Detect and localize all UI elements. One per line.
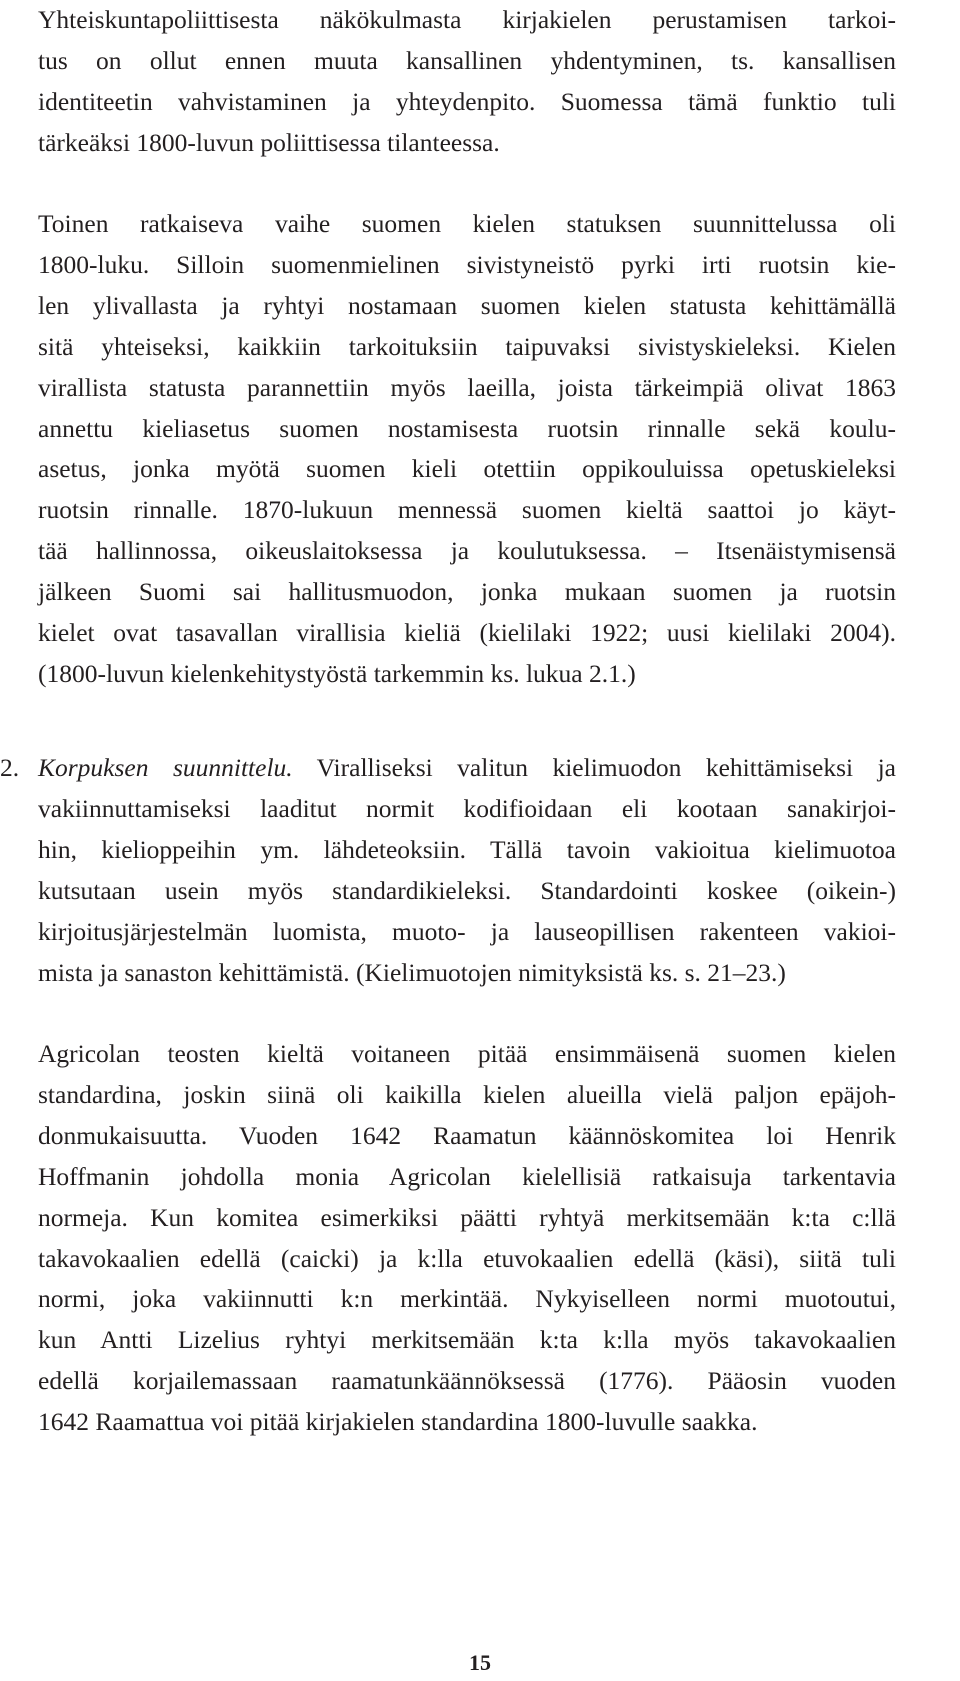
text-line: 1642 Raamattua voi pitää kirjakielen standardina 1800-luvulle saakka.	[38, 1407, 758, 1437]
page-number: 15	[469, 1650, 491, 1675]
text-line: edellä korjailemassaan raamatunkäännöksessä (1776). Pääosin vuoden	[38, 1366, 896, 1396]
text-line: takavokaalien edellä (caicki) ja k:lla etuvokaalien edellä (käsi), siitä tuli	[38, 1243, 896, 1273]
text-line: tärkeäksi 1800-luvun poliittisessa tilanteessa.	[38, 127, 500, 157]
text-line: mista ja sanaston kehittämistä. (Kielimuotojen nimityksistä ks. s. 21–23.)	[38, 957, 786, 987]
text-line: sitä yhteiseksi, kaikkiin tarkoituksiin taipuvaksi sivistyskieleksi. Kielen	[38, 331, 896, 361]
text-line: hin, kielioppeihin ym. lähdeteoksiin. Tällä tavoin vakioitua kielimuotoa	[38, 834, 896, 864]
text-run: Viralliseksi valitun kielimuodon kehittämiseksi ja	[292, 753, 897, 782]
text-line: (1800-luvun kielenkehitystyöstä tarkemmin ks. lukua 2.1.)	[38, 658, 636, 688]
text-line: kielet ovat tasavallan virallisia kieliä (kielilaki 1922; uusi kielilaki 2004).	[38, 618, 896, 648]
text-line: tää hallinnossa, oikeuslaitoksessa ja koulutuksessa. – Itsenäistymisensä	[38, 536, 896, 566]
text-line: kun Antti Lizelius ryhtyi merkitsemään k:ta k:lla myös takavokaalien	[38, 1325, 896, 1355]
paragraph-4	[38, 1034, 896, 1443]
paragraph-3	[38, 748, 896, 993]
text-line: asetus, jonka myötä suomen kieli otettiin oppikouluissa opetuskieleksi	[38, 454, 896, 484]
text-line: normeja. Kun komitea esimerkiksi päätti ryhtyä merkitsemään k:ta c:llä	[38, 1202, 896, 1232]
text-line: kutsutaan usein myös standardikieleksi. Standardointi koskee (oikein-)	[38, 875, 896, 905]
text-line: kirjoitusjärjestelmän luomista, muoto- ja lauseopillisen rakenteen vakioi-	[38, 916, 896, 946]
text-line: ruotsin rinnalle. 1870-lukuun mennessä suomen kieltä saattoi jo käyt-	[38, 495, 896, 525]
text-line: tus on ollut ennen muuta kansallinen yhdentyminen, ts. kansallisen	[38, 45, 896, 75]
text-line: annettu kieliasetus suomen nostamisesta ruotsin rinnalle sekä koulu-	[38, 413, 896, 443]
text-line: Toinen ratkaiseva vaihe suomen kielen statuksen suunnittelussa oli	[38, 209, 896, 238]
text-line: jälkeen Suomi sai hallitusmuodon, jonka mukaan suomen ja ruotsin	[38, 577, 896, 607]
text-line: 1800-luku. Silloin suomenmielinen sivistyneistö pyrki irti ruotsin kie-	[38, 249, 896, 279]
paragraph-1	[38, 0, 896, 164]
text-line: donmukaisuutta. Vuoden 1642 Raamatun käännöskomitea loi Henrik	[38, 1120, 896, 1150]
text-line: Agricolan teosten kieltä voitaneen pitää ensimmäisenä suomen kielen	[38, 1039, 896, 1068]
text-line: Yhteiskuntapoliittisesta näkökulmasta kirjakielen perustamisen tarkoi-	[38, 5, 896, 34]
text-line: Hoffmanin johdolla monia Agricolan kielellisiä ratkaisuja tarkentavia	[38, 1161, 896, 1191]
text-line: virallista statusta parannettiin myös laeilla, joista tärkeimpiä olivat 1863	[38, 372, 896, 402]
text-line: len ylivallasta ja ryhtyi nostamaan suomen kielen statusta kehittämällä	[38, 290, 896, 320]
text-line	[38, 748, 896, 789]
text-line: standardina, joskin siinä oli kaikilla kielen alueilla vielä paljon epäjoh-	[38, 1079, 896, 1109]
text-line: normi, joka vakiinnutti k:n merkintää. Nykyiselleen normi muotoutui,	[38, 1284, 896, 1314]
text-line: vakiinnuttamiseksi laaditut normit kodifioidaan eli kootaan sanakirjoi-	[38, 793, 896, 823]
paragraph-2	[38, 204, 896, 695]
section-heading: Korpuksen suunnittelu.	[38, 753, 293, 782]
text-line: identiteetin vahvistaminen ja yhteydenpito. Suomessa tämä funktio tuli	[38, 86, 896, 116]
list-item-number: 2.	[0, 753, 20, 782]
